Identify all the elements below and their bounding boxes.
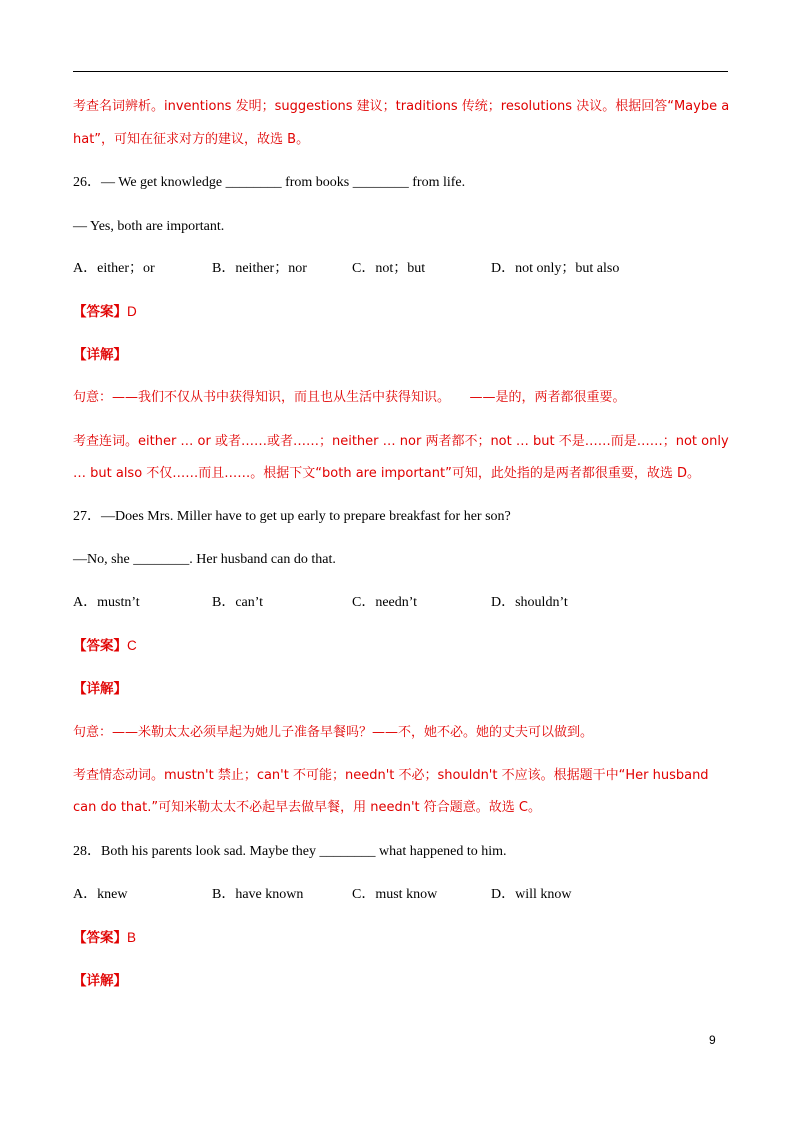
q26-stem: 26．— We get knowledge ________ from books ________ from life. bbox=[73, 175, 466, 190]
q27-option-a: A．mustn’t bbox=[73, 595, 140, 610]
q27-answer-label: 【答案】 bbox=[73, 638, 127, 654]
q27-answer-value: C bbox=[127, 638, 137, 653]
q28-detail-label bbox=[73, 972, 740, 991]
q27-detail-label bbox=[73, 680, 740, 699]
q28-answer-label: 【答案】 bbox=[73, 930, 127, 946]
q27-option-b: B．can’t bbox=[212, 595, 264, 610]
q28-option-c: C．must know bbox=[352, 887, 438, 902]
q26-explanation-line2: … but also 不仅……而且……。根据下文“both are important”可知，此处指的是两者都很重要，故选 D。 bbox=[73, 466, 700, 481]
header-rule bbox=[73, 71, 728, 72]
prev-explanation-line2: hat”，可知在征求对方的建议，故选 B。 bbox=[73, 132, 310, 147]
q26-answer bbox=[73, 303, 740, 322]
q28-option-a: A．knew bbox=[73, 887, 128, 902]
q26-explanation-line1: 考查连词。either … or 或者……或者……；neither … nor 两者都不；not … but 不是……而是……；not only bbox=[73, 434, 729, 449]
q28-option-d: D．will know bbox=[491, 887, 572, 902]
q28-detail-heading: 【详解】 bbox=[73, 973, 127, 989]
q26-option-b: B．neither；nor bbox=[212, 261, 307, 276]
q27-stem: 27．—Does Mrs. Miller have to get up early to prepare breakfast for her son? bbox=[73, 509, 511, 524]
q27-reply: —No, she ________. Her husband can do that. bbox=[73, 552, 336, 567]
q27-explanation-line2: can do that.”可知米勒太太不必起早去做早餐，用 needn't 符合题意。故选 C。 bbox=[73, 800, 541, 815]
q27-option-c: C．needn’t bbox=[352, 595, 418, 610]
q28-option-b: B．have known bbox=[212, 887, 304, 902]
q26-option-d: D．not only；but also bbox=[491, 261, 620, 276]
q27-option-d: D．shouldn’t bbox=[491, 595, 568, 610]
q27-detail-heading: 【详解】 bbox=[73, 681, 127, 697]
q27-explanation-line1: 考查情态动词。mustn't 禁止；can't 不可能；needn't 不必；shouldn't 不应该。根据题干中“Her husband bbox=[73, 768, 709, 783]
q26-detail-label bbox=[73, 346, 740, 365]
q28-stem: 28．Both his parents look sad. Maybe they ________ what happened to him. bbox=[73, 844, 507, 859]
page-number: 9 bbox=[709, 1033, 716, 1047]
q26-option-a: A．either；or bbox=[73, 261, 155, 276]
q27-answer bbox=[73, 637, 740, 656]
q26-answer-value: D bbox=[127, 304, 137, 319]
q27-meaning: 句意：——米勒太太必须早起为她儿子准备早餐吗？——不，她不必。她的丈夫可以做到。 bbox=[73, 725, 594, 740]
q26-answer-label: 【答案】 bbox=[73, 304, 127, 320]
q26-detail-heading: 【详解】 bbox=[73, 347, 127, 363]
prev-explanation-line1: 考查名词辨析。inventions 发明；suggestions 建议；traditions 传统；resolutions 决议。根据回答“Maybe a bbox=[73, 99, 730, 114]
q26-reply: — Yes, both are important. bbox=[73, 219, 225, 234]
q28-answer-value: B bbox=[127, 930, 137, 945]
q26-meaning: 句意：——我们不仅从书中获得知识，而且也从生活中获得知识。 ——是的，两者都很重要。 bbox=[73, 390, 626, 405]
q28-answer bbox=[73, 929, 740, 948]
q26-option-c: C．not；but bbox=[352, 261, 426, 276]
